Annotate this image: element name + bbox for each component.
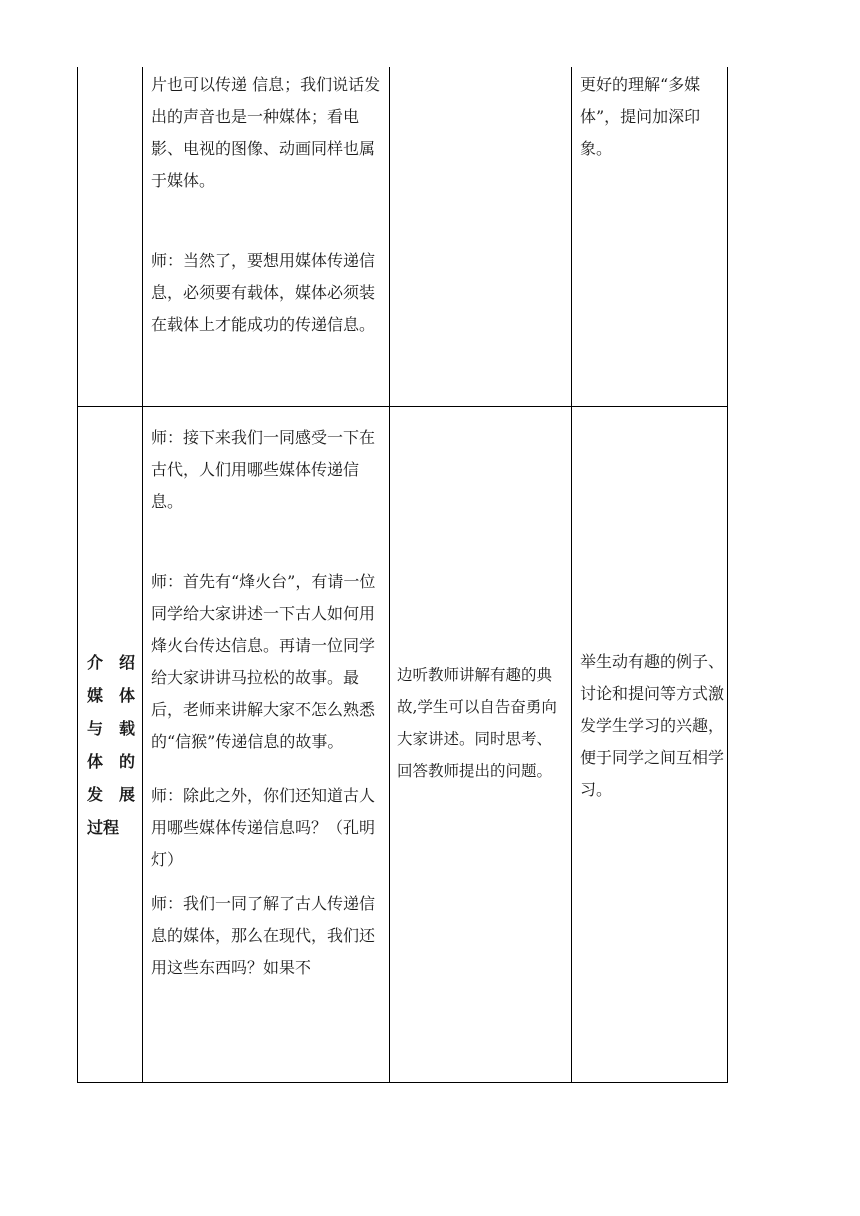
teacher-paragraph: 师：除此之外，你们还知道古人用哪些媒体传递信息吗？（孔明灯） bbox=[151, 786, 376, 869]
teacher-paragraph: 师：首先有“烽火台”，有请一位同学给大家讲述一下古人如何用烽火台传达信息。再请一位同学给大家讲讲马拉松的故事。最后，老师来讲解大家不怎么熟悉的“信猴”传递信息的故事。 bbox=[151, 572, 376, 751]
teacher-paragraph: 师：接下来我们一同感受一下在古代，人们用哪些媒体传递信息。 bbox=[151, 428, 376, 511]
teacher-paragraph: 师：当然了，要想用媒体传递信息，必须要有载体，媒体必须装在载体上才能成功的传递信息。 bbox=[151, 251, 376, 334]
column-divider-3 bbox=[571, 67, 572, 1083]
row2-teacher-cell bbox=[151, 422, 383, 984]
section-title-line: 体 的 bbox=[87, 752, 135, 771]
row-divider bbox=[77, 406, 728, 407]
section-title-line: 与 载 bbox=[87, 719, 135, 738]
table-border-right bbox=[727, 67, 728, 1083]
row1-intent-cell bbox=[580, 69, 724, 165]
table-border-left bbox=[77, 67, 78, 1083]
row2-student-cell bbox=[397, 659, 565, 787]
column-divider-2 bbox=[389, 67, 390, 1083]
section-title-line: 媒 体 bbox=[87, 686, 135, 705]
column-divider-1 bbox=[142, 67, 143, 1083]
section-title-line: 介 绍 bbox=[87, 653, 135, 672]
design-intent: 更好的理解“多媒体”，提问加深印象。 bbox=[580, 75, 701, 158]
teacher-paragraph: 师：我们一同了解了古人传递信息的媒体，那么在现代，我们还用这些东西吗？如果不 bbox=[151, 894, 376, 977]
section-title bbox=[87, 646, 135, 844]
table-border-bottom bbox=[77, 1082, 728, 1083]
lesson-plan-table bbox=[77, 67, 728, 1083]
design-intent: 举生动有趣的例子、讨论和提问等方式激发学生学习的兴趣，便于同学之间互相学习。 bbox=[580, 652, 725, 799]
teacher-paragraph: 片也可以传递 信息；我们说话发出的声音也是一种媒体；看电影、电视的图像、动画同样也属于媒体。 bbox=[151, 75, 381, 190]
section-title-line: 过程 bbox=[87, 818, 120, 837]
section-title-line: 发 展 bbox=[87, 785, 135, 804]
row1-teacher-cell bbox=[151, 69, 383, 341]
student-activity: 边听教师讲解有趣的典故,学生可以自告奋勇向大家讲述。同时思考、回答教师提出的问题。 bbox=[397, 666, 557, 780]
row2-intent-cell bbox=[580, 646, 724, 806]
